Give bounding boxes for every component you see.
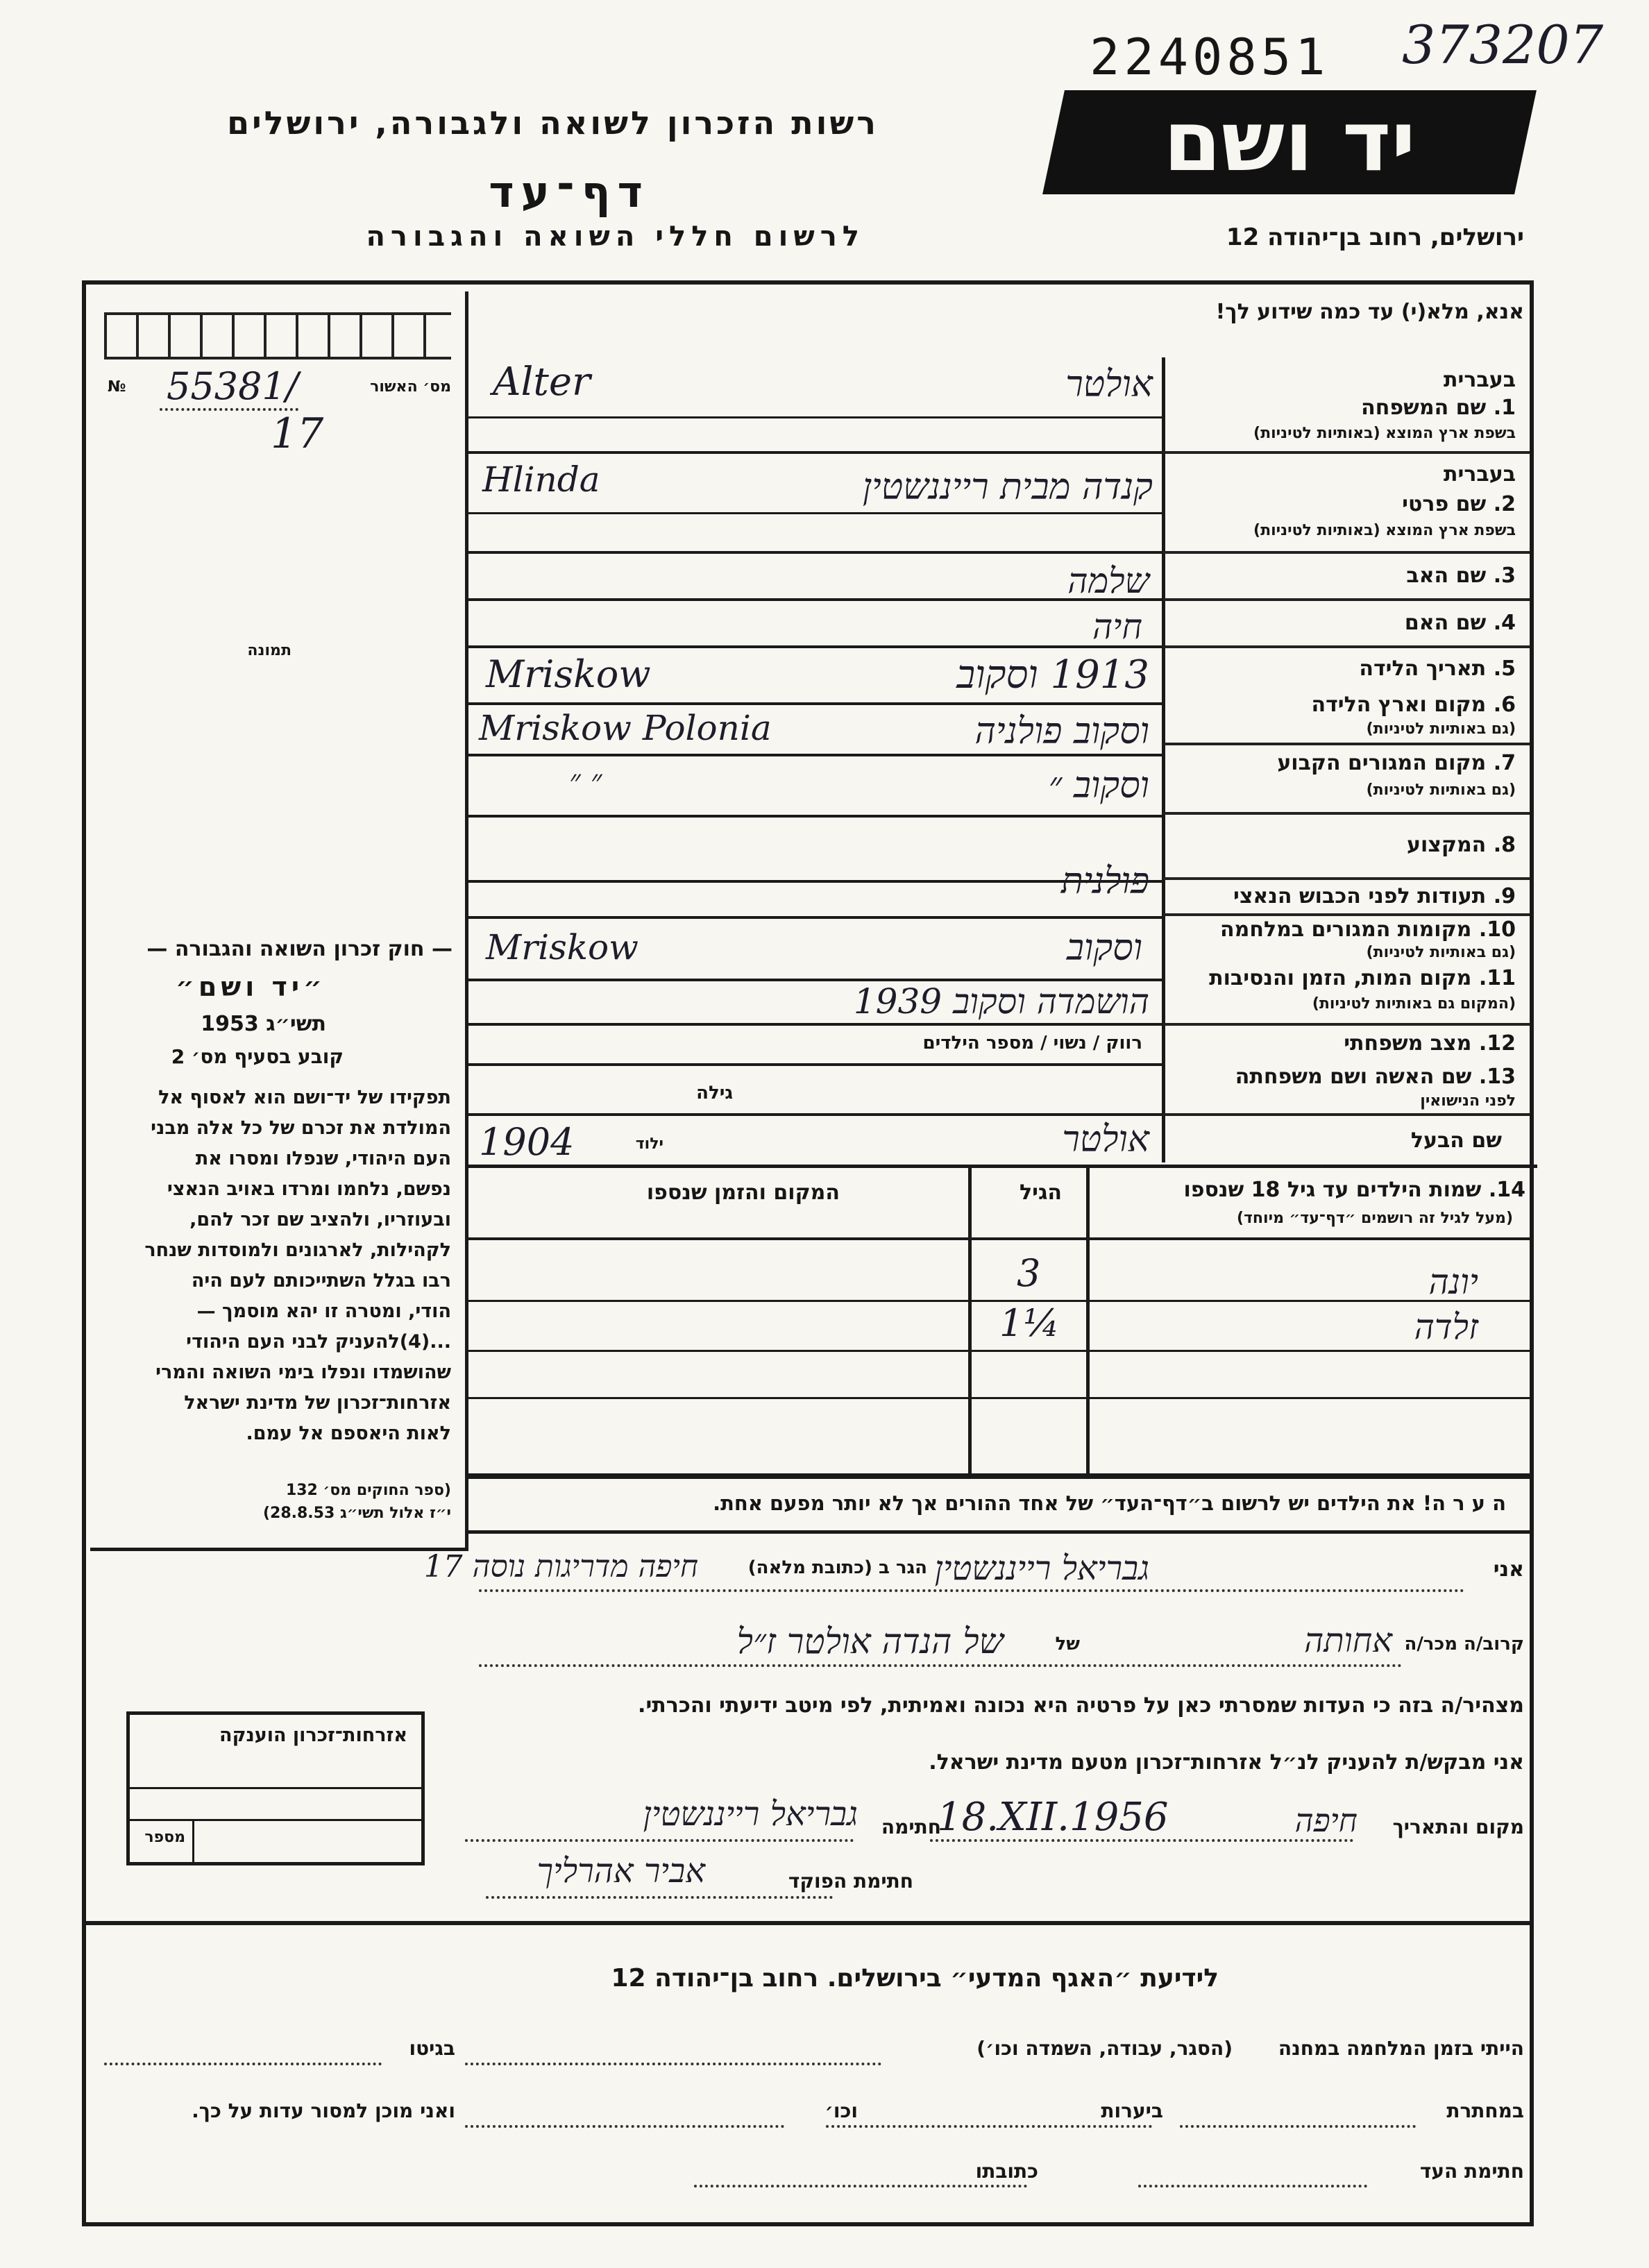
archive-number-handwritten: 373207 — [1402, 14, 1604, 76]
value-line — [468, 702, 1162, 705]
value-line — [468, 916, 1162, 919]
value-line — [468, 754, 1162, 756]
family-status: רווק / נשוי / מספר הילדים — [922, 1033, 1142, 1053]
decl-name-line — [479, 1589, 1464, 1592]
law-line: לקהילות, לארגונים ולמוסדות שנחר — [144, 1239, 451, 1261]
field-label-14: שם הבעל — [1410, 1128, 1502, 1153]
footer-witness-signature: חתימת העד — [1419, 2160, 1524, 2183]
mother-name: חיה — [1092, 607, 1142, 647]
value-line — [468, 1113, 1162, 1116]
field-hint-2: בעברית — [1444, 462, 1516, 486]
children-col-age: הגיל — [1020, 1180, 1062, 1205]
place-date-label: מקום והתאריך — [1392, 1816, 1524, 1838]
logo — [1042, 90, 1537, 194]
reg-no-sign: № — [108, 378, 126, 396]
footer-testify: ואני מוכן למסור עדות על כך. — [192, 2099, 455, 2122]
reg-label: מס׳ האשור — [370, 378, 451, 396]
law-line: המולדת את זכרם של כל אלה מבני — [151, 1117, 451, 1139]
death-place: הושמדה וסקוב 1939 — [853, 981, 1149, 1022]
field-row-11 — [1163, 963, 1530, 1026]
decl-place: חיפה — [1294, 1802, 1358, 1839]
doc-subtitle: לרשום חללי השואה והגבורה — [366, 221, 865, 253]
law-footnote-1: (ספר החוקים מס׳ 132 — [285, 1482, 451, 1499]
residence-latin: ״ ״ — [569, 763, 602, 799]
note-box — [468, 1475, 1534, 1534]
children-col-divider — [968, 1168, 972, 1473]
value-line — [468, 880, 1162, 883]
child-name: יונה — [1428, 1262, 1478, 1302]
field-label-9: 9. תעודות לפני הכבוש הנאצי — [1233, 884, 1516, 908]
place-date-line — [930, 1839, 1353, 1842]
footer-forests: ביערות — [1101, 2099, 1163, 2122]
field-row-9 — [1163, 880, 1530, 916]
decl-signature: גבריאל רייננשטין — [643, 1795, 858, 1834]
citizenship-title: אזרחות־זכרון הוענקה — [219, 1725, 407, 1746]
citizenship-divider — [130, 1787, 421, 1789]
footer-etc-line — [465, 2125, 784, 2128]
left-column-bottom — [90, 1548, 468, 1551]
field-row-8 — [1163, 815, 1530, 880]
children-row-line — [468, 1397, 1534, 1399]
birth-place-latin: Mriskow — [486, 652, 651, 696]
relation-label: קרוב/ה מכר/ה — [1404, 1634, 1524, 1655]
footer-address-line — [694, 2185, 1027, 2187]
footer-ghetto: בגיטו — [409, 2037, 455, 2060]
field-label-4: 4. שם האם — [1404, 611, 1516, 635]
law-line: העם היהודי, שנפלו ומסרו את — [195, 1148, 451, 1169]
signature-label: חתימה — [881, 1816, 941, 1838]
citizenship-box — [126, 1711, 425, 1865]
signature-line — [465, 1839, 854, 1842]
decl-statement: מצהיר/ה בזה כי העדות שמסרתי כאן על פרטיה היא נכונה ואמיתית, לפי מיטב ידיעתי והכרתי. — [638, 1693, 1524, 1718]
field-label-11: 11. מקום המות, הזמן והנסיבות — [1209, 966, 1516, 990]
footer-underground-line — [1180, 2125, 1416, 2128]
relation-line — [479, 1664, 1402, 1667]
war-residence-latin: Mriskow — [486, 927, 639, 967]
field-label-10: 10. מקומות המגורים במלחמה — [1220, 917, 1516, 942]
husband-born-year: 1904 — [479, 1120, 575, 1164]
left-column — [90, 291, 468, 1548]
value-line — [468, 598, 1162, 601]
law-year: תשי״ג 1953 — [201, 1012, 326, 1036]
org-line: רשות הזכרון לשואה ולגבורה, ירושלים — [227, 104, 879, 142]
value-line — [468, 1023, 1162, 1026]
wife-label-gila: גילה — [696, 1083, 733, 1103]
note-text: ה ע ר ה! את הילדים יש לרשום ב״דף־העד״ של אחד ההורים אך לא יותר מפעם אחת. — [713, 1491, 1506, 1515]
children-row-line — [468, 1350, 1534, 1352]
of-label: של — [1055, 1634, 1080, 1655]
field-label-3: 3. שם האב — [1406, 564, 1516, 588]
footer-underground: במחתרת — [1446, 2099, 1524, 2122]
footer-forests-line — [826, 2125, 1152, 2128]
firstname-hebrew: קנדה מבית רייננשטין — [862, 466, 1153, 508]
footer-camp: הייתי בזמן המלחמה במחנה — [1278, 2037, 1524, 2060]
field-sub-7: (גם באותיות לטיניות) — [1366, 781, 1516, 799]
field-label-8: 8. המקצוע — [1406, 833, 1516, 857]
field-row-10 — [1163, 916, 1530, 960]
value-line — [468, 512, 1162, 514]
decl-resides: הגר ב (כתובת מלאה) — [747, 1557, 927, 1578]
footer-title: לידיעת ״האגף המדעי״ בירושלים. רחוב בן־יהודה 12 — [611, 1964, 1219, 1992]
field-row-2 — [1163, 454, 1530, 554]
law-line: נפשם, נלחמו ומרדו באויב הנאצי — [167, 1178, 451, 1200]
birth-date: 1913 וסקוב — [956, 652, 1149, 697]
law-line: לאות היאספם אל עמם. — [246, 1423, 451, 1444]
children-col-divider — [1086, 1168, 1090, 1473]
children-header-line — [468, 1237, 1534, 1240]
photo-label: תמונה — [247, 642, 291, 659]
field-sub-13: לפני הנישואין — [1420, 1092, 1516, 1110]
reg-value-2: 17 — [271, 409, 324, 458]
citizenship-divider — [130, 1819, 421, 1821]
field-sub-2: בשפת ארץ המוצא (באותיות לטיניות) — [1253, 522, 1516, 539]
value-line — [468, 815, 1162, 818]
birth-country-hebrew: וסקוב פולניה — [974, 711, 1149, 752]
citizenship-number: מספר — [144, 1829, 185, 1846]
field-label-2: 2. שם פרטי — [1402, 492, 1516, 516]
field-row-6 — [1163, 690, 1530, 745]
field-label-7: 7. מקום המגורים הקבוע — [1277, 751, 1516, 775]
field-row-12 — [1163, 1026, 1530, 1060]
reg-value: 55381/ — [167, 364, 298, 408]
field-row-13 — [1163, 1063, 1530, 1116]
address: ירושלים, רחוב בן־יהודה 12 — [1226, 223, 1524, 251]
ticks — [104, 315, 451, 357]
children-sub: (מעל לגיל זה רושמים ״דף־עד״ מיוחד) — [1236, 1210, 1513, 1227]
citizenship-divider — [192, 1819, 194, 1862]
law-line: תפקידו של יד־ושם הוא לאסוף אל — [158, 1087, 451, 1108]
footer-etc: וכו׳ — [824, 2099, 858, 2122]
field-row-5 — [1163, 648, 1530, 687]
law-line: הודי, ומטרה זו יהא מוסמך — — [196, 1301, 451, 1322]
law-body — [104, 1083, 451, 1449]
decl-name: גבריאל רייננשטין — [934, 1549, 1149, 1588]
father-name: שלמה — [1067, 561, 1149, 601]
field-sub-10: (גם באותיות לטיניות) — [1366, 944, 1516, 961]
officer-line — [486, 1896, 833, 1899]
law-footnote-2: י״ז אלול תשי״ג 28.8.53) — [262, 1505, 451, 1522]
ticks-box — [104, 312, 451, 359]
law-line: ...(4)להעניק לבני העם היהודי — [186, 1331, 451, 1353]
field-label-13: 13. שם האשה ושם משפחתה — [1235, 1065, 1516, 1089]
law-line: שהושמדו ונפלו בימי השואה והמרי — [155, 1362, 451, 1383]
footer-witness-line — [1138, 2185, 1367, 2187]
relation-value: אחותה — [1304, 1621, 1392, 1660]
field-row-14 — [1163, 1116, 1530, 1167]
surname-latin: Alter — [493, 359, 591, 405]
decl-ani: אני — [1493, 1557, 1524, 1582]
field-row-7 — [1163, 745, 1530, 815]
field-sub-11: (המקום גם באותיות לטיניות) — [1312, 995, 1516, 1013]
value-line — [468, 551, 1162, 554]
law-line: ובעוזריו, ולהציב שם זכר להם, — [189, 1209, 451, 1230]
footer-top-line — [82, 1921, 1534, 1925]
law-subtitle: ״יד ושם״ — [175, 972, 326, 1002]
of-value: של הנדה אולטר ז״ל — [736, 1621, 1004, 1661]
footer-camp-line — [465, 2063, 881, 2065]
surname-hebrew: אולטר — [1065, 364, 1153, 405]
field-sub-1: בשפת ארץ המוצא (באותיות לטיניות) — [1253, 425, 1516, 442]
officer-signature: אביר אהרליך — [536, 1852, 705, 1890]
footer-camp-types: (הסגר, עבודה, השמדה וכו׳) — [976, 2037, 1233, 2060]
firstname-latin: Hlinda — [482, 459, 600, 500]
archive-number: 2240851 — [1090, 28, 1330, 86]
intro: אנא, מלא(י) עד כמה שידוע לך! — [1215, 300, 1524, 324]
residence-hebrew: וסקוב ״ — [1048, 765, 1149, 806]
born-label: ילוד — [635, 1135, 663, 1153]
child-age: 3 — [1017, 1251, 1041, 1295]
child-name: זלדה — [1414, 1307, 1478, 1347]
child-age: 1¼ — [999, 1301, 1060, 1345]
field-row-1 — [1163, 361, 1530, 454]
pre-war-status: פולנית — [1060, 861, 1149, 902]
decl-date: 18.XII.1956 — [937, 1795, 1169, 1840]
footer-ghetto-line — [104, 2063, 382, 2065]
decl-request: אני מבקש/ת להעניק לנ״ל אזרחות־זכרון מטעם מדינת ישראל. — [929, 1750, 1524, 1775]
field-row-4 — [1163, 601, 1530, 648]
field-label-12: 12. מצב משפחתי — [1344, 1031, 1516, 1056]
footer-address: כתובתו — [975, 2160, 1038, 2183]
children-table — [468, 1168, 1534, 1480]
field-label-6: 6. מקום וארץ הלידה — [1311, 693, 1516, 717]
birth-country-latin: Mriskow Polonia — [479, 708, 772, 748]
field-label-5: 5. תאריך הלידה — [1359, 657, 1516, 681]
field-row-3 — [1163, 554, 1530, 601]
officer-label: חתימת הפוקד — [788, 1870, 913, 1893]
law-clause: קובע בסעיף מס׳ 2 — [171, 1045, 344, 1068]
field-label-1: 1. שם המשפחה — [1361, 396, 1516, 420]
logo-text: יד ושם — [1163, 94, 1416, 190]
field-sub-6: (גם באותיות לטיניות) — [1366, 720, 1516, 738]
law-title: — חוק זכרון השואה והגבורה — — [146, 937, 453, 961]
value-line — [468, 451, 1162, 454]
field-hint-1: בעברית — [1444, 368, 1516, 392]
value-line — [468, 645, 1162, 648]
war-residence-hebrew: וסקוב — [1066, 927, 1142, 969]
children-col-place: המקום והזמן שנספו — [646, 1180, 840, 1205]
law-line: רבו בגלל השתייכותם לעם היה — [191, 1270, 451, 1292]
husband-name: אולטר — [1062, 1119, 1149, 1160]
law-line: אזרחות־זכרון של מדינת ישראל — [184, 1392, 451, 1414]
children-label: 14. שמות הילדים עד גיל 18 שנספו — [1183, 1178, 1525, 1202]
value-line — [468, 416, 1162, 418]
value-line — [468, 1063, 1162, 1066]
doc-title: דף־עד — [489, 167, 650, 217]
decl-address: חיפה מדריגות נוסה 17 — [423, 1549, 698, 1584]
